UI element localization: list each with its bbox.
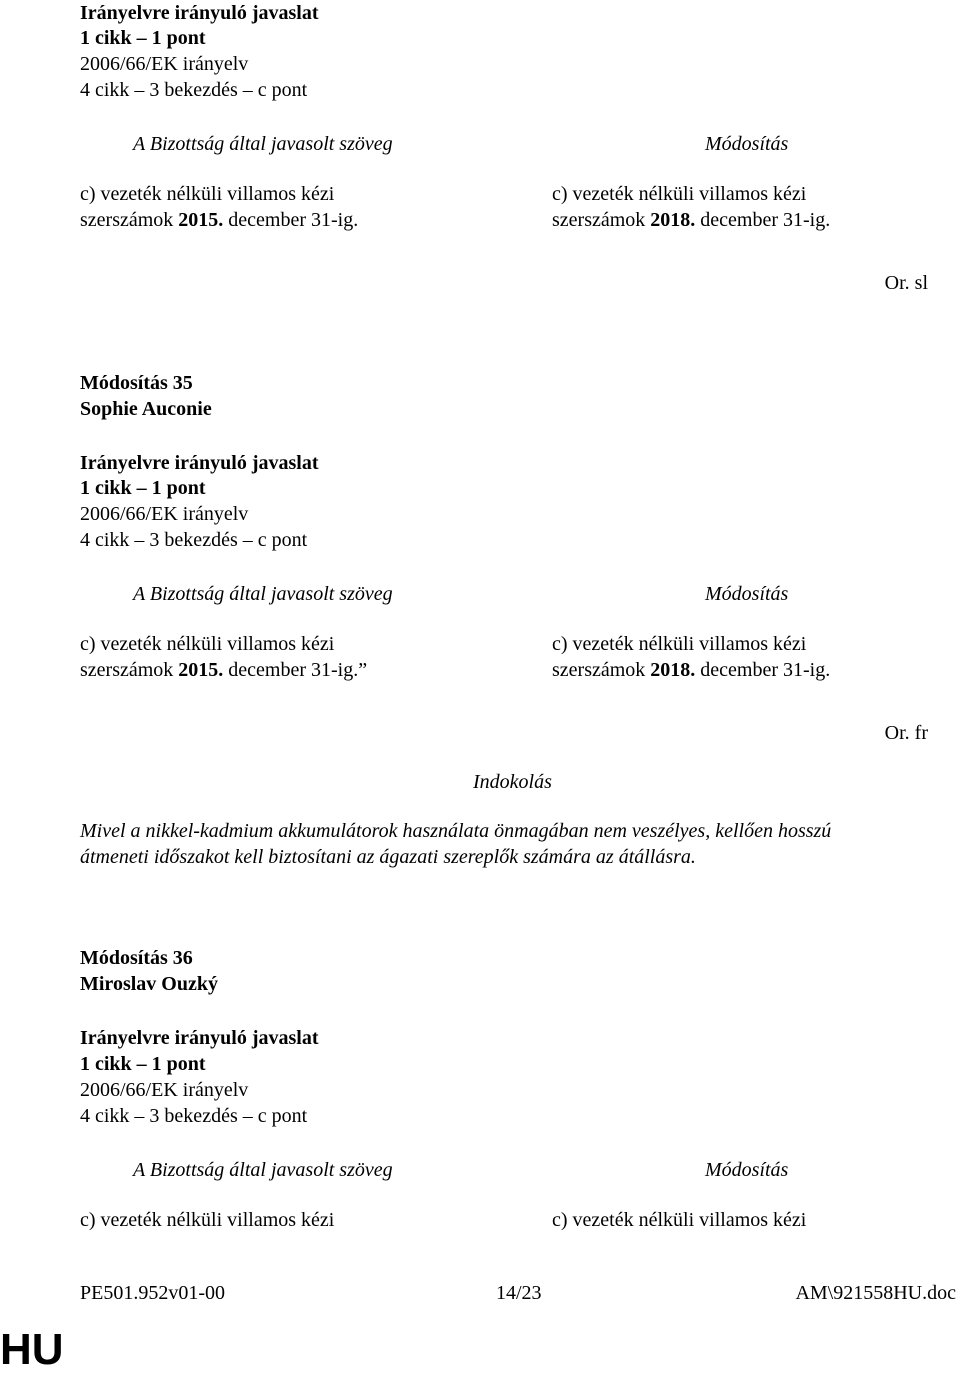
footer-file-name: AM\921558HU.doc bbox=[795, 1282, 956, 1304]
amendment-number: Módosítás 35 bbox=[80, 372, 193, 394]
amendment-text-line: c) vezeték nélküli villamos kézi bbox=[552, 1209, 807, 1231]
justification-text: Mivel a nikkel-kadmium akkumulátorok használata önmagában nem veszélyes, kellően hosszú bbox=[80, 820, 832, 842]
amendment-text-line: szerszámok 2018. december 31-ig. bbox=[552, 209, 831, 231]
commission-text-line: szerszámok 2015. december 31-ig.” bbox=[80, 659, 368, 681]
amendment-text-line: c) vezeték nélküli villamos kézi bbox=[552, 183, 807, 205]
language-mark: HU bbox=[0, 1325, 64, 1374]
commission-text-line: szerszámok 2015. december 31-ig. bbox=[80, 209, 359, 231]
proposal-heading: Irányelvre irányuló javaslat bbox=[80, 1027, 319, 1049]
proposal-heading: Irányelvre irányuló javaslat bbox=[80, 452, 319, 474]
commission-text-header: A Bizottság által javasolt szöveg bbox=[133, 133, 393, 155]
commission-text-line: c) vezeték nélküli villamos kézi bbox=[80, 183, 335, 205]
original-language: Or. sl bbox=[884, 272, 928, 294]
paragraph-reference: 4 cikk – 3 bekezdés – c pont bbox=[80, 79, 308, 101]
commission-text-header: A Bizottság által javasolt szöveg bbox=[133, 1159, 393, 1181]
commission-text-line: c) vezeték nélküli villamos kézi bbox=[80, 633, 335, 655]
proposal-heading: Irányelvre irányuló javaslat bbox=[80, 2, 319, 24]
commission-text-line: c) vezeték nélküli villamos kézi bbox=[80, 1209, 335, 1231]
amendment-text-header: Módosítás bbox=[705, 133, 789, 155]
article-reference: 1 cikk – 1 pont bbox=[80, 477, 206, 499]
amendment-author: Sophie Auconie bbox=[80, 398, 212, 420]
amendment-text-header: Módosítás bbox=[705, 583, 789, 605]
amendment-number: Módosítás 36 bbox=[80, 947, 193, 969]
amendment-text-line: c) vezeték nélküli villamos kézi bbox=[552, 633, 807, 655]
directive-reference: 2006/66/EK irányelv bbox=[80, 503, 249, 525]
directive-reference: 2006/66/EK irányelv bbox=[80, 53, 249, 75]
commission-text-header: A Bizottság által javasolt szöveg bbox=[133, 583, 393, 605]
justification-text: átmeneti időszakot kell biztosítani az ágazati szereplők számára az átállásra. bbox=[80, 846, 696, 868]
article-reference: 1 cikk – 1 pont bbox=[80, 1053, 206, 1075]
original-language: Or. fr bbox=[884, 722, 928, 744]
justification-title: Indokolás bbox=[473, 771, 552, 793]
amendment-text-line: szerszámok 2018. december 31-ig. bbox=[552, 659, 831, 681]
footer-document-reference: PE501.952v01-00 bbox=[80, 1282, 225, 1304]
footer-page-number: 14/23 bbox=[496, 1282, 542, 1304]
amendment-author: Miroslav Ouzký bbox=[80, 973, 218, 995]
directive-reference: 2006/66/EK irányelv bbox=[80, 1079, 249, 1101]
paragraph-reference: 4 cikk – 3 bekezdés – c pont bbox=[80, 1105, 308, 1127]
article-reference: 1 cikk – 1 pont bbox=[80, 27, 206, 49]
amendment-text-header: Módosítás bbox=[705, 1159, 789, 1181]
paragraph-reference: 4 cikk – 3 bekezdés – c pont bbox=[80, 529, 308, 551]
